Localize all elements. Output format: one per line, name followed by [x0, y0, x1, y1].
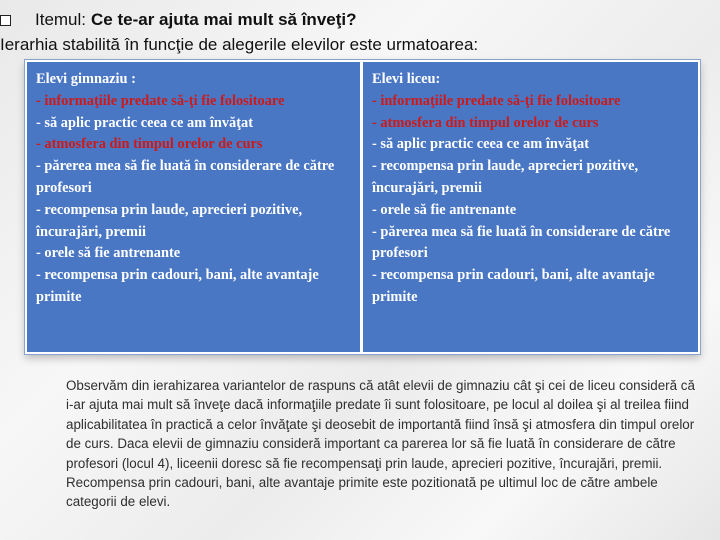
list-item: - informaţiile predate să-ţi fie folositoare	[36, 92, 285, 109]
slide-header	[0, 6, 716, 56]
list-item: - să aplic practic ceea ce am învăţat	[36, 114, 253, 131]
list-item: - atmosfera din timpul orelor de curs	[36, 136, 263, 153]
column-heading-liceu: Elevi liceu:	[372, 71, 441, 87]
column-liceu	[363, 62, 698, 352]
title-prefix: Itemul:	[35, 10, 87, 29]
column-gimnaziu	[27, 62, 363, 352]
observation-paragraph: Observăm din ierahizarea variantelor de raspuns că atât elevii de gimnaziu cât şi cei de liceu consideră că i-ar ajuta mai mult să înveţe dacă informaţiile predate îi sunt folositoare, pe locul al doilea şi al treilea fiind aplicabilitatea în practică a celor învăţate şi deosebit de importantă fiind însă şi atmosfera din timpul orelor de curs. Daca elevii de gimnaziu consideră important ca parerea lor să fie luată în considerare de către profesori (locul 4), liceenii doresc să fie recompensaţi prin laude, aprecieri pozitive, încurajări, premii. Recompensa prin cadouri, bani, alte avantaje primite este pozitionată pe ultimul loc de către ambele categorii de elevi.	[66, 378, 695, 510]
list-gimnaziu	[36, 91, 352, 309]
list-item: - recompensa prin cadouri, bani, alte avantaje primite	[36, 267, 319, 305]
comparison-table	[25, 60, 700, 354]
slide-subtitle: Ierarhia stabilită în funcţie de alegerile elevilor este urmatoarea:	[0, 35, 479, 54]
list-item: - orele să fie antrenante	[372, 201, 517, 218]
title-question: Ce te-ar ajuta mai mult să înveţi?	[91, 10, 357, 29]
slide-title	[36, 6, 716, 34]
list-item: - părerea mea să fie luată în considerare de către profesori	[36, 158, 335, 196]
list-item: - recompensa prin laude, aprecieri pozitive, încurajări, premii	[36, 201, 303, 240]
list-item: - să aplic practic ceea ce am învăţat	[372, 136, 589, 153]
list-liceu	[372, 91, 690, 309]
list-item: - părerea mea să fie luată în considerare de către profesori	[372, 223, 671, 262]
list-item: - atmosfera din timpul orelor de curs	[372, 114, 599, 131]
square-bullet-icon	[0, 15, 11, 26]
list-item: - recompensa prin cadouri, bani, alte avantaje primite	[372, 267, 655, 305]
column-heading-gimnaziu: Elevi gimnaziu :	[36, 71, 136, 87]
list-item: - informaţiile predate să-ţi fie folositoare	[372, 92, 621, 109]
list-item: - orele să fie antrenante	[36, 245, 181, 262]
list-item: - recompensa prin laude, aprecieri pozitive, încurajări, premii	[372, 158, 639, 196]
